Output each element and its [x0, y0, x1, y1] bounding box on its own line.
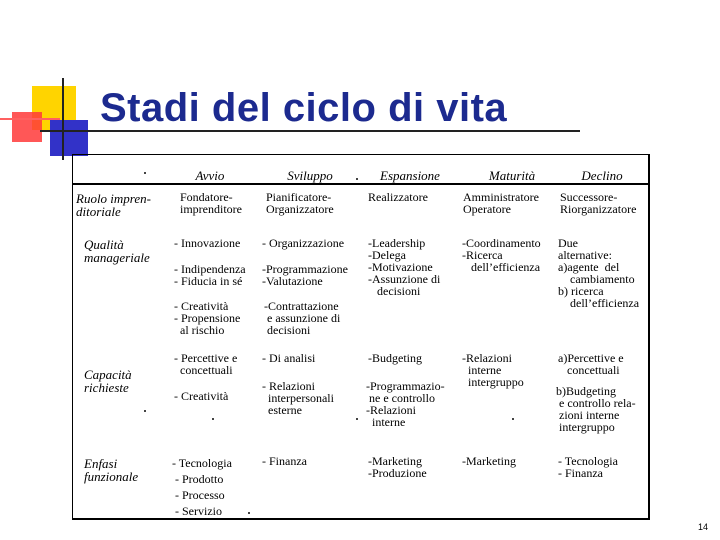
logo-vertical-line: [62, 78, 64, 160]
cell-ruolo-espansione: Realizzatore: [368, 190, 428, 204]
cell-ruolo-declino: Successore- Riorganizzatore: [560, 190, 637, 216]
cell-qualita-sviluppo-3: -Contrattazione e assunzione di decisioni: [264, 299, 341, 337]
row-label-enfasi: Enfasi funzionale: [84, 456, 139, 484]
cell-enfasi-declino: - Tecnologia - Finanza: [558, 454, 618, 480]
logo-square-blue: [50, 120, 88, 156]
cell-enfasi-maturita: -Marketing: [462, 454, 516, 468]
page-number: 14: [698, 522, 709, 532]
cell-capacita-sviluppo-1: - Di analisi: [262, 351, 316, 365]
cell-qualita-sviluppo-1: - Organizzazione: [262, 236, 345, 250]
artifact-dot: [512, 418, 514, 420]
cell-capacita-declino-1: a)Percettive e concettuali: [558, 351, 624, 377]
cell-capacita-sviluppo-2: - Relazioni interpersonali esterne: [262, 379, 334, 417]
cell-enfasi-espansione: -Marketing -Produzione: [368, 454, 427, 480]
cell-ruolo-sviluppo: Pianificatore- Organizzatore: [266, 190, 334, 216]
header-avvio: Avvio: [195, 168, 225, 183]
cell-enfasi-avvio: - Tecnologia - Prodotto - Processo - Servizio: [172, 456, 232, 518]
header-espansione: Espansione: [380, 168, 440, 183]
artifact-dot: [144, 410, 146, 412]
logo-square-red: [12, 112, 42, 142]
cell-capacita-maturita: -Relazioni interne intergruppo: [462, 351, 524, 389]
slide-title: Stadi del ciclo di vita: [100, 86, 508, 130]
cell-ruolo-maturita: Amministratore Operatore: [463, 190, 539, 216]
cell-qualita-declino: Due alternative: a)agente del cambiamento b) ricerca dell’efficienza: [558, 236, 640, 310]
cell-qualita-espansione: -Leadership -Delega -Motivazione -Assunzione di decisioni: [368, 236, 441, 298]
header-declino: Declino: [581, 168, 623, 183]
cell-capacita-espansione-1: -Budgeting: [368, 351, 422, 365]
cell-ruolo-avvio: Fondatore- imprenditore: [180, 190, 242, 216]
cell-capacita-avvio-2: - Creatività: [174, 389, 229, 403]
cell-capacita-espansione-2: -Programmazio- ne e controllo -Relazioni interne: [366, 379, 445, 429]
cell-qualita-maturita: -Coordinamento -Ricerca dell’efficienza: [462, 236, 541, 274]
cell-qualita-avvio-3: - Creatività - Propensione al rischio: [174, 299, 241, 337]
row-label-ruolo: Ruolo impren- ditoriale: [76, 191, 151, 219]
cell-capacita-avvio-1: - Percettive e concettuali: [174, 351, 238, 377]
artifact-dot: [356, 418, 358, 420]
artifact-dot: [356, 178, 358, 180]
row-label-capacita: Capacità richieste: [84, 367, 132, 395]
cell-qualita-avvio-1: - Innovazione: [174, 236, 241, 250]
artifact-dot: [144, 172, 146, 174]
header-maturita: Maturità: [488, 168, 536, 183]
cell-enfasi-sviluppo: - Finanza: [262, 454, 307, 468]
artifact-dot: [212, 418, 214, 420]
row-label-qualita: Qualità manageriale: [84, 237, 150, 265]
cell-qualita-avvio-2: - Indipendenza - Fiducia in sé: [174, 262, 246, 288]
table-header-separator: [72, 183, 650, 185]
artifact-dot: [248, 512, 250, 514]
cell-capacita-declino-2: b)Budgeting e controllo rela- zioni interne intergruppo: [556, 384, 636, 434]
cell-qualita-sviluppo-2: -Programmazione -Valutazione: [262, 262, 348, 288]
header-sviluppo: Sviluppo: [287, 168, 333, 183]
